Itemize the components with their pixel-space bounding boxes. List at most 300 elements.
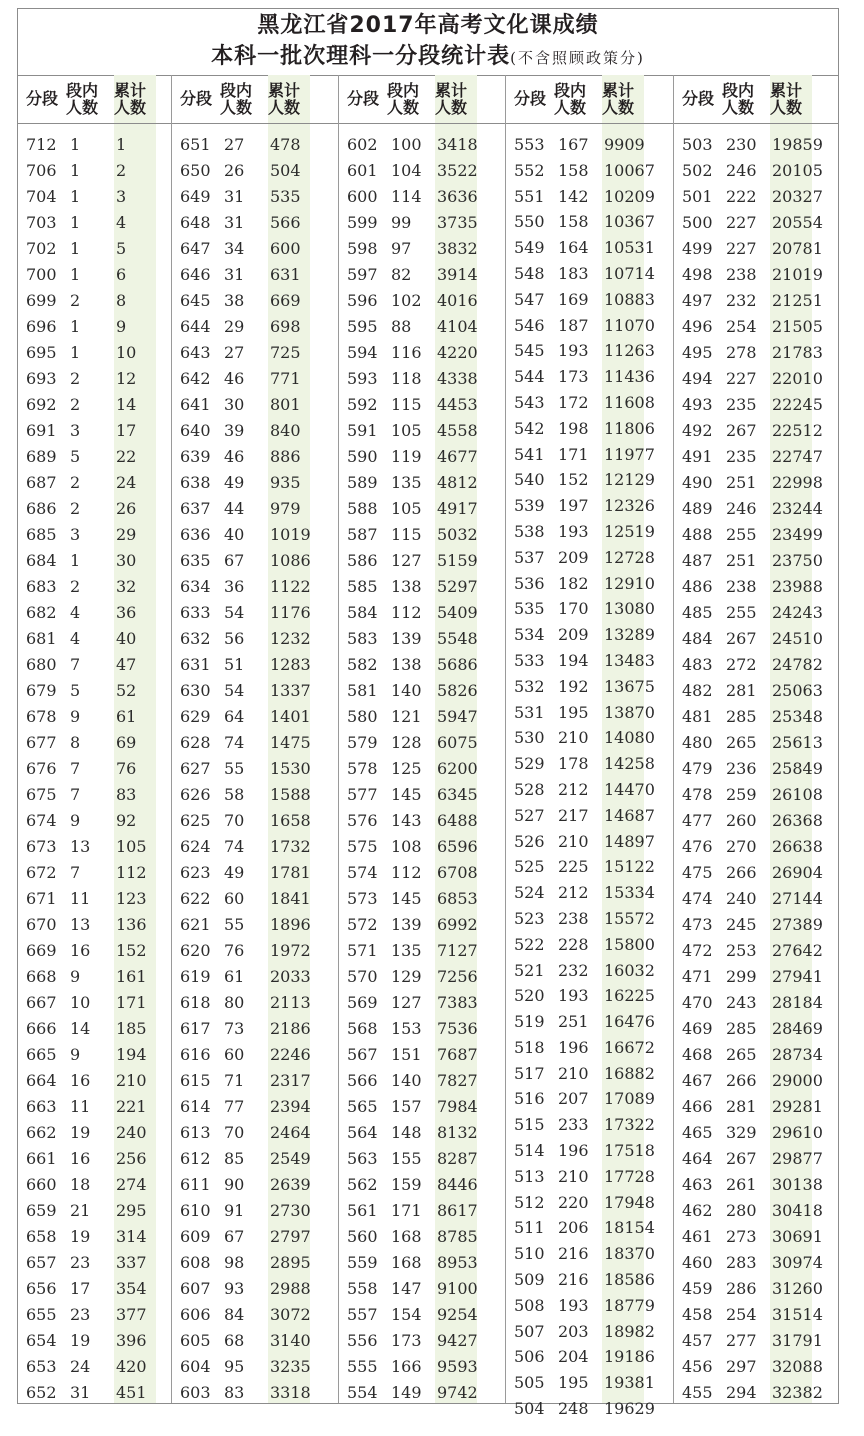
cumulative-cell: 5947 bbox=[437, 707, 478, 726]
cumulative-cell: 31514 bbox=[772, 1305, 823, 1324]
score-cell: 468 bbox=[682, 1045, 713, 1064]
count-cell: 60 bbox=[224, 889, 245, 908]
cumulative-cell: 26108 bbox=[772, 785, 823, 804]
count-cell: 68 bbox=[224, 1331, 245, 1350]
cumulative-cell: 6596 bbox=[437, 837, 478, 856]
table-row bbox=[172, 1302, 339, 1328]
table-row bbox=[18, 366, 172, 392]
count-cell: 16 bbox=[70, 941, 91, 960]
table-row bbox=[506, 906, 674, 932]
count-cell: 259 bbox=[726, 785, 757, 804]
table-row bbox=[339, 1328, 506, 1354]
cumulative-cell: 6488 bbox=[437, 811, 478, 830]
table-row bbox=[506, 571, 674, 597]
score-cell: 587 bbox=[347, 525, 378, 544]
header-score: 分段 bbox=[514, 89, 547, 108]
table-row bbox=[172, 782, 339, 808]
table-row bbox=[172, 210, 339, 236]
table-row bbox=[674, 1198, 838, 1224]
score-cell: 477 bbox=[682, 811, 713, 830]
count-cell: 90 bbox=[224, 1175, 245, 1194]
table-row bbox=[674, 990, 838, 1016]
cumulative-cell: 21019 bbox=[772, 265, 823, 284]
count-cell: 77 bbox=[224, 1097, 245, 1116]
score-cell: 484 bbox=[682, 629, 713, 648]
score-cell: 559 bbox=[347, 1253, 378, 1272]
count-cell: 182 bbox=[558, 573, 589, 593]
score-cell: 534 bbox=[514, 625, 545, 645]
table-row bbox=[18, 340, 172, 366]
score-cell: 637 bbox=[180, 499, 211, 518]
count-cell: 17 bbox=[70, 1279, 91, 1298]
score-cell: 549 bbox=[514, 238, 545, 258]
cumulative-cell: 9593 bbox=[437, 1357, 478, 1376]
score-cell: 613 bbox=[180, 1123, 211, 1142]
table-row bbox=[506, 1344, 674, 1370]
cumulative-cell: 23499 bbox=[772, 525, 823, 544]
table-row bbox=[674, 756, 838, 782]
score-cell: 618 bbox=[180, 993, 211, 1012]
table-row bbox=[172, 548, 339, 574]
score-cell: 502 bbox=[682, 161, 713, 180]
score-cell: 526 bbox=[514, 831, 545, 851]
score-cell: 479 bbox=[682, 759, 713, 778]
count-cell: 148 bbox=[391, 1123, 422, 1142]
score-cell: 691 bbox=[26, 421, 57, 440]
cumulative-cell: 69 bbox=[116, 733, 137, 752]
table-row bbox=[18, 574, 172, 600]
table-row bbox=[172, 964, 339, 990]
table-row bbox=[339, 1172, 506, 1198]
cumulative-cell: 112 bbox=[116, 863, 147, 882]
score-cell: 494 bbox=[682, 369, 713, 388]
cumulative-cell: 76 bbox=[116, 759, 137, 778]
rows bbox=[18, 132, 172, 1406]
count-cell: 85 bbox=[224, 1149, 245, 1168]
score-cell: 600 bbox=[347, 187, 378, 206]
header-cumulative-line2: 人数 bbox=[435, 98, 468, 117]
count-cell: 140 bbox=[391, 1071, 422, 1090]
table-row bbox=[18, 1250, 172, 1276]
score-cell: 685 bbox=[26, 525, 57, 544]
header-cumulative-line2: 人数 bbox=[602, 98, 635, 117]
count-cell: 91 bbox=[224, 1201, 245, 1220]
cumulative-cell: 13080 bbox=[604, 599, 655, 619]
score-cell: 640 bbox=[180, 421, 211, 440]
score-cell: 627 bbox=[180, 759, 211, 778]
score-cell: 673 bbox=[26, 837, 57, 856]
table-row bbox=[172, 158, 339, 184]
count-cell: 9 bbox=[70, 707, 81, 726]
count-cell: 240 bbox=[726, 889, 757, 908]
table-row bbox=[339, 652, 506, 678]
table-row bbox=[506, 958, 674, 984]
count-cell: 281 bbox=[726, 681, 757, 700]
count-cell: 73 bbox=[224, 1019, 245, 1038]
cumulative-cell: 7383 bbox=[437, 993, 478, 1012]
count-cell: 238 bbox=[726, 265, 757, 284]
table-row bbox=[18, 132, 172, 158]
cumulative-cell: 18370 bbox=[604, 1244, 655, 1264]
count-cell: 216 bbox=[558, 1244, 589, 1264]
score-cell: 687 bbox=[26, 473, 57, 492]
score-cell: 593 bbox=[347, 369, 378, 388]
score-cell: 602 bbox=[347, 135, 378, 154]
score-cell: 525 bbox=[514, 857, 545, 877]
count-cell: 286 bbox=[726, 1279, 757, 1298]
count-cell: 227 bbox=[726, 369, 757, 388]
cumulative-cell: 4 bbox=[116, 213, 127, 232]
score-cell: 608 bbox=[180, 1253, 211, 1272]
cumulative-cell: 11436 bbox=[604, 367, 655, 387]
cumulative-cell: 535 bbox=[270, 187, 301, 206]
count-cell: 71 bbox=[224, 1071, 245, 1090]
score-cell: 537 bbox=[514, 547, 545, 567]
score-cell: 555 bbox=[347, 1357, 378, 1376]
cumulative-cell: 32 bbox=[116, 577, 137, 596]
count-cell: 145 bbox=[391, 785, 422, 804]
header-count-line2: 人数 bbox=[722, 98, 755, 117]
cumulative-cell: 11806 bbox=[604, 418, 655, 438]
table-row bbox=[506, 287, 674, 313]
count-cell: 115 bbox=[391, 395, 422, 414]
score-cell: 650 bbox=[180, 161, 211, 180]
count-cell: 169 bbox=[558, 289, 589, 309]
count-cell: 31 bbox=[224, 265, 245, 284]
header-count bbox=[387, 82, 419, 116]
cumulative-cell: 29281 bbox=[772, 1097, 823, 1116]
table-row bbox=[172, 704, 339, 730]
cumulative-cell: 28469 bbox=[772, 1019, 823, 1038]
score-cell: 592 bbox=[347, 395, 378, 414]
table-row bbox=[18, 1380, 172, 1406]
cumulative-cell: 185 bbox=[116, 1019, 147, 1038]
count-cell: 154 bbox=[391, 1305, 422, 1324]
score-cell: 467 bbox=[682, 1071, 713, 1090]
table-row bbox=[674, 1068, 838, 1094]
count-cell: 128 bbox=[391, 733, 422, 752]
table-row bbox=[18, 782, 172, 808]
cumulative-cell: 2 bbox=[116, 161, 127, 180]
table-row bbox=[506, 261, 674, 287]
score-cell: 523 bbox=[514, 908, 545, 928]
table-row bbox=[339, 1094, 506, 1120]
table-row bbox=[172, 652, 339, 678]
table-row bbox=[18, 1146, 172, 1172]
cumulative-cell: 396 bbox=[116, 1331, 147, 1350]
cumulative-cell: 314 bbox=[116, 1227, 147, 1246]
count-cell: 112 bbox=[391, 863, 422, 882]
score-cell: 589 bbox=[347, 473, 378, 492]
score-cell: 583 bbox=[347, 629, 378, 648]
score-cell: 658 bbox=[26, 1227, 57, 1246]
cumulative-cell: 1 bbox=[116, 135, 127, 154]
cumulative-cell: 2113 bbox=[270, 993, 311, 1012]
count-cell: 105 bbox=[391, 421, 422, 440]
table-row bbox=[506, 1086, 674, 1112]
cumulative-cell: 105 bbox=[116, 837, 147, 856]
cumulative-cell: 3636 bbox=[437, 187, 478, 206]
cumulative-cell: 6992 bbox=[437, 915, 478, 934]
score-cell: 706 bbox=[26, 161, 57, 180]
score-cell: 481 bbox=[682, 707, 713, 726]
cumulative-cell: 26368 bbox=[772, 811, 823, 830]
score-cell: 597 bbox=[347, 265, 378, 284]
count-cell: 251 bbox=[726, 473, 757, 492]
cumulative-cell: 15122 bbox=[604, 857, 655, 877]
cumulative-cell: 420 bbox=[116, 1357, 147, 1376]
count-cell: 139 bbox=[391, 915, 422, 934]
table-row bbox=[674, 184, 838, 210]
count-cell: 193 bbox=[558, 521, 589, 541]
count-cell: 67 bbox=[224, 551, 245, 570]
cumulative-cell: 9254 bbox=[437, 1305, 478, 1324]
column-group bbox=[172, 75, 339, 1403]
cumulative-cell: 30974 bbox=[772, 1253, 823, 1272]
score-cell: 633 bbox=[180, 603, 211, 622]
subtitle-main: 本科一批次理科一分段统计表 bbox=[211, 44, 511, 69]
score-cell: 474 bbox=[682, 889, 713, 908]
score-cell: 497 bbox=[682, 291, 713, 310]
count-cell: 114 bbox=[391, 187, 422, 206]
cumulative-cell: 4338 bbox=[437, 369, 478, 388]
table-row bbox=[674, 470, 838, 496]
count-cell: 232 bbox=[726, 291, 757, 310]
subtitle-note: (不含照顾政策分) bbox=[510, 49, 645, 67]
table-row bbox=[674, 938, 838, 964]
score-cell: 659 bbox=[26, 1201, 57, 1220]
score-cell: 664 bbox=[26, 1071, 57, 1090]
count-cell: 222 bbox=[726, 187, 757, 206]
count-cell: 230 bbox=[726, 135, 757, 154]
score-cell: 565 bbox=[347, 1097, 378, 1116]
count-cell: 138 bbox=[391, 577, 422, 596]
table-row bbox=[506, 1138, 674, 1164]
score-cell: 558 bbox=[347, 1279, 378, 1298]
score-cell: 509 bbox=[514, 1270, 545, 1290]
cumulative-cell: 17948 bbox=[604, 1192, 655, 1212]
table-row bbox=[339, 470, 506, 496]
score-cell: 623 bbox=[180, 863, 211, 882]
count-cell: 142 bbox=[558, 186, 589, 206]
score-cell: 504 bbox=[514, 1399, 545, 1419]
table-row bbox=[18, 522, 172, 548]
score-cell: 689 bbox=[26, 447, 57, 466]
cumulative-cell: 5548 bbox=[437, 629, 478, 648]
score-cell: 506 bbox=[514, 1347, 545, 1367]
cumulative-cell: 23244 bbox=[772, 499, 823, 518]
table-row bbox=[18, 1172, 172, 1198]
score-cell: 475 bbox=[682, 863, 713, 882]
count-cell: 210 bbox=[558, 1166, 589, 1186]
count-cell: 210 bbox=[558, 728, 589, 748]
table-row bbox=[172, 1094, 339, 1120]
table-row bbox=[674, 1172, 838, 1198]
table-row bbox=[172, 626, 339, 652]
count-cell: 13 bbox=[70, 915, 91, 934]
count-cell: 27 bbox=[224, 135, 245, 154]
count-cell: 273 bbox=[726, 1227, 757, 1246]
count-cell: 31 bbox=[224, 187, 245, 206]
cumulative-cell: 25063 bbox=[772, 681, 823, 700]
count-cell: 227 bbox=[726, 213, 757, 232]
score-cell: 686 bbox=[26, 499, 57, 518]
cumulative-cell: 4558 bbox=[437, 421, 478, 440]
table-row bbox=[339, 1380, 506, 1406]
cumulative-cell: 3235 bbox=[270, 1357, 311, 1376]
score-cell: 644 bbox=[180, 317, 211, 336]
table-row bbox=[674, 444, 838, 470]
table-row bbox=[506, 1009, 674, 1035]
count-cell: 1 bbox=[70, 135, 81, 154]
count-cell: 55 bbox=[224, 915, 245, 934]
count-cell: 36 bbox=[224, 577, 245, 596]
cumulative-cell: 14258 bbox=[604, 754, 655, 774]
cumulative-cell: 40 bbox=[116, 629, 137, 648]
score-cell: 539 bbox=[514, 496, 545, 516]
table-row bbox=[339, 990, 506, 1016]
score-cell: 684 bbox=[26, 551, 57, 570]
count-cell: 280 bbox=[726, 1201, 757, 1220]
table-row bbox=[172, 1354, 339, 1380]
count-cell: 7 bbox=[70, 863, 81, 882]
cumulative-cell: 11608 bbox=[604, 392, 655, 412]
table-row bbox=[674, 886, 838, 912]
score-cell: 535 bbox=[514, 599, 545, 619]
score-cell: 646 bbox=[180, 265, 211, 284]
table-row bbox=[18, 210, 172, 236]
cumulative-cell: 5032 bbox=[437, 525, 478, 544]
score-cell: 615 bbox=[180, 1071, 211, 1090]
count-cell: 27 bbox=[224, 343, 245, 362]
cumulative-cell: 24243 bbox=[772, 603, 823, 622]
score-cell: 648 bbox=[180, 213, 211, 232]
count-cell: 46 bbox=[224, 447, 245, 466]
table-row bbox=[18, 912, 172, 938]
score-cell: 601 bbox=[347, 161, 378, 180]
rows bbox=[506, 132, 674, 1422]
cumulative-cell: 12910 bbox=[604, 573, 655, 593]
count-cell: 283 bbox=[726, 1253, 757, 1272]
table-row bbox=[674, 1224, 838, 1250]
cumulative-cell: 20781 bbox=[772, 239, 823, 258]
cumulative-cell: 16882 bbox=[604, 1063, 655, 1083]
cumulative-cell: 18154 bbox=[604, 1218, 655, 1238]
count-cell: 198 bbox=[558, 418, 589, 438]
count-cell: 155 bbox=[391, 1149, 422, 1168]
score-cell: 595 bbox=[347, 317, 378, 336]
cumulative-cell: 4104 bbox=[437, 317, 478, 336]
count-cell: 2 bbox=[70, 499, 81, 518]
count-cell: 129 bbox=[391, 967, 422, 986]
score-cell: 472 bbox=[682, 941, 713, 960]
cumulative-cell: 221 bbox=[116, 1097, 147, 1116]
count-cell: 168 bbox=[391, 1227, 422, 1246]
score-cell: 505 bbox=[514, 1373, 545, 1393]
count-cell: 99 bbox=[391, 213, 412, 232]
header-rule bbox=[18, 123, 171, 124]
table-row bbox=[506, 725, 674, 751]
score-cell: 576 bbox=[347, 811, 378, 830]
score-cell: 492 bbox=[682, 421, 713, 440]
score-cell: 503 bbox=[682, 135, 713, 154]
cumulative-cell: 21505 bbox=[772, 317, 823, 336]
table-row bbox=[339, 782, 506, 808]
table-row bbox=[339, 1146, 506, 1172]
cumulative-cell: 28734 bbox=[772, 1045, 823, 1064]
cumulative-cell: 19629 bbox=[604, 1399, 655, 1419]
table-row bbox=[172, 860, 339, 886]
score-cell: 511 bbox=[514, 1218, 545, 1238]
table-row bbox=[172, 288, 339, 314]
score-cell: 647 bbox=[180, 239, 211, 258]
count-cell: 2 bbox=[70, 395, 81, 414]
score-cell: 695 bbox=[26, 343, 57, 362]
count-cell: 61 bbox=[224, 967, 245, 986]
cumulative-cell: 1086 bbox=[270, 551, 311, 570]
score-cell: 501 bbox=[682, 187, 713, 206]
table-row bbox=[339, 808, 506, 834]
score-cell: 573 bbox=[347, 889, 378, 908]
count-cell: 251 bbox=[558, 1012, 589, 1032]
table-row bbox=[18, 1094, 172, 1120]
cumulative-cell: 354 bbox=[116, 1279, 147, 1298]
score-cell: 483 bbox=[682, 655, 713, 674]
table-row bbox=[172, 262, 339, 288]
score-cell: 704 bbox=[26, 187, 57, 206]
score-table bbox=[17, 8, 839, 1419]
header-cumulative-line2: 人数 bbox=[268, 98, 301, 117]
cumulative-cell: 3 bbox=[116, 187, 127, 206]
table-row bbox=[674, 1094, 838, 1120]
table-row bbox=[339, 1354, 506, 1380]
cumulative-cell: 7984 bbox=[437, 1097, 478, 1116]
score-cell: 560 bbox=[347, 1227, 378, 1246]
cumulative-cell: 2464 bbox=[270, 1123, 311, 1142]
cumulative-cell: 631 bbox=[270, 265, 301, 284]
cumulative-cell: 30138 bbox=[772, 1175, 823, 1194]
cumulative-cell: 210 bbox=[116, 1071, 147, 1090]
table-row bbox=[674, 236, 838, 262]
table-row bbox=[674, 548, 838, 574]
count-cell: 157 bbox=[391, 1097, 422, 1116]
table-row bbox=[674, 860, 838, 886]
score-cell: 544 bbox=[514, 367, 545, 387]
cumulative-cell: 16225 bbox=[604, 986, 655, 1006]
count-cell: 74 bbox=[224, 837, 245, 856]
cumulative-cell: 1019 bbox=[270, 525, 311, 544]
table-row bbox=[339, 912, 506, 938]
score-cell: 657 bbox=[26, 1253, 57, 1272]
table-row bbox=[172, 418, 339, 444]
cumulative-cell: 669 bbox=[270, 291, 301, 310]
count-cell: 210 bbox=[558, 1063, 589, 1083]
table-row bbox=[172, 522, 339, 548]
header-row bbox=[18, 75, 172, 123]
score-cell: 574 bbox=[347, 863, 378, 882]
table-row bbox=[18, 704, 172, 730]
count-cell: 225 bbox=[558, 857, 589, 877]
count-cell: 187 bbox=[558, 315, 589, 335]
cumulative-cell: 29000 bbox=[772, 1071, 823, 1090]
cumulative-cell: 136 bbox=[116, 915, 147, 934]
table-row bbox=[674, 132, 838, 158]
score-cell: 639 bbox=[180, 447, 211, 466]
score-cell: 661 bbox=[26, 1149, 57, 1168]
table-row bbox=[172, 834, 339, 860]
count-cell: 195 bbox=[558, 1373, 589, 1393]
header-cumulative-line2: 人数 bbox=[770, 98, 803, 117]
